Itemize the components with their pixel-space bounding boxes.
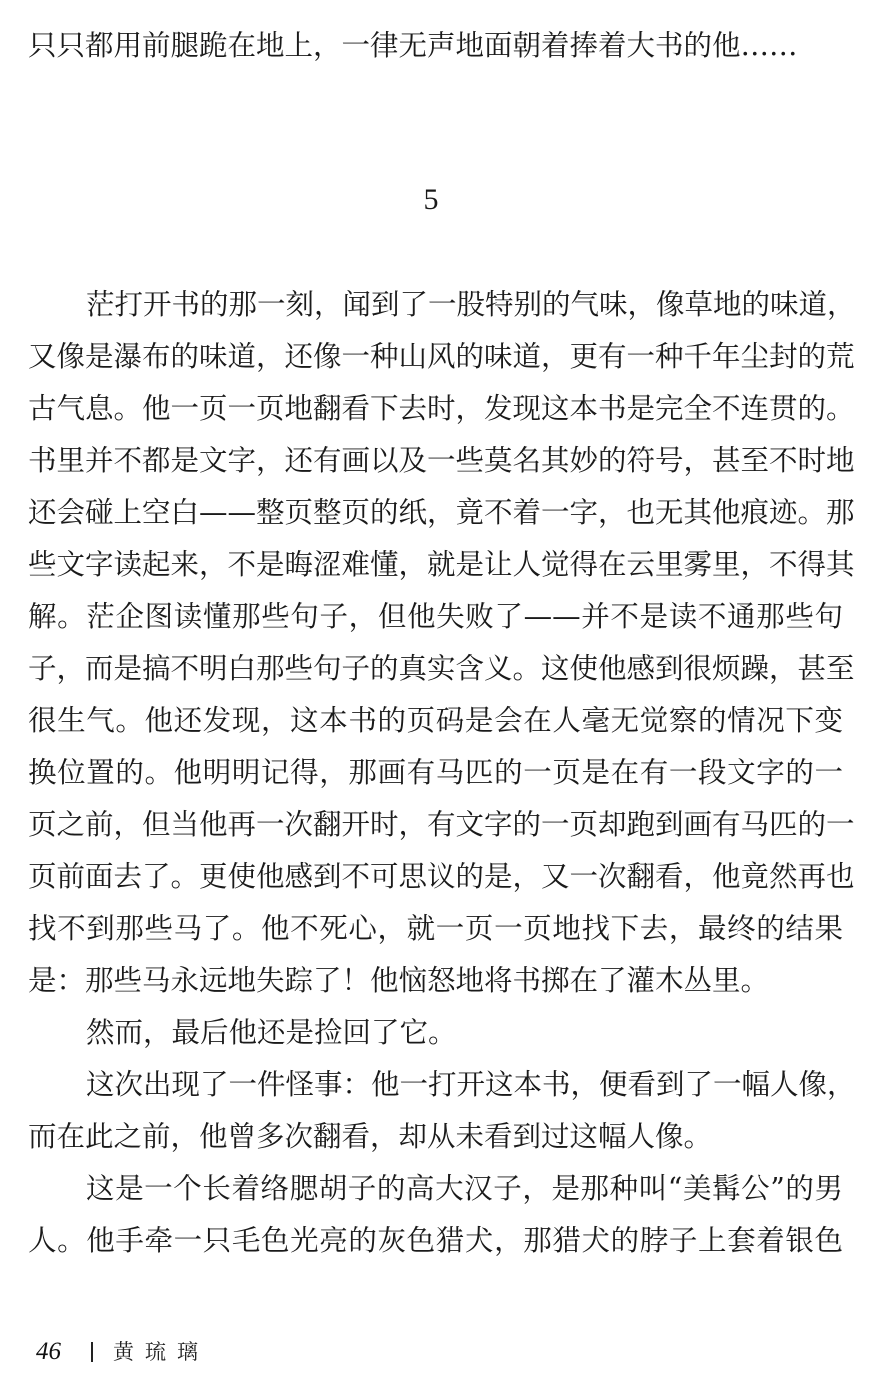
text-line: 这是一个长着络腮胡子的高大汉子，是那种叫“美髯公”的男 [86,1172,843,1205]
text-line: 解。茫企图读懂那些句子，但他失败了——并不是读不通那些句 [28,600,843,633]
text-line: 很生气。他还发现，这本书的页码是会在人毫无觉察的情况下变 [28,704,843,737]
text-line: 子，而是搞不明白那些句子的真实含义。这使他感到很烦躁，甚至 [28,652,855,685]
text-line: 还会碰上空白——整页整页的纸，竟不着一字，也无其他痕迹。那 [28,496,855,529]
page-footer [36,1334,209,1370]
text-line: 换位置的。他明明记得，那画有马匹的一页是在有一段文字的一 [28,756,843,789]
text-line: 又像是瀑布的味道，还像一种山风的味道，更有一种千年尘封的荒 [28,340,855,373]
opening-line: 只只都用前腿跪在地上，一律无声地面朝着捧着大书的他…… [28,29,798,62]
book-title: 黄琉璃 [113,1340,209,1364]
text-line: 然而，最后他还是捡回了它。 [86,1016,457,1049]
text-line: 书里并不都是文字，还有画以及一些莫名其妙的符号，甚至不时地 [28,444,855,477]
text-line: 茫打开书的那一刻，闻到了一股特别的气味，像草地的味道， [86,288,856,321]
text-line: 而在此之前，他曾多次翻看，却从未看到过这幅人像。 [28,1120,713,1153]
page-number: 46 [36,1338,61,1365]
text-line: 人。他手牵一只毛色光亮的灰色猎犬，那猎犬的脖子上套着银色 [28,1224,843,1257]
text-line: 些文字读起来，不是晦涩难懂，就是让人觉得在云里雾里，不得其 [28,548,855,581]
text-line: 这次出现了一件怪事：他一打开这本书，便看到了一幅人像， [86,1068,856,1101]
footer-divider [91,1342,93,1362]
text-line: 找不到那些马了。他不死心，就一页一页地找下去，最终的结果 [28,912,843,945]
text-line: 古气息。他一页一页地翻看下去时，发现这本书是完全不连贯的。 [28,392,855,425]
text-line: 页前面去了。更使他感到不可思议的是，又一次翻看，他竟然再也 [28,860,855,893]
text-line: 是：那些马永远地失踪了！他恼怒地将书掷在了灌木丛里。 [28,964,770,997]
text-line: 页之前，但当他再一次翻开时，有文字的一页却跑到画有马匹的一 [28,808,855,841]
chapter-number: 5 [423,183,439,216]
